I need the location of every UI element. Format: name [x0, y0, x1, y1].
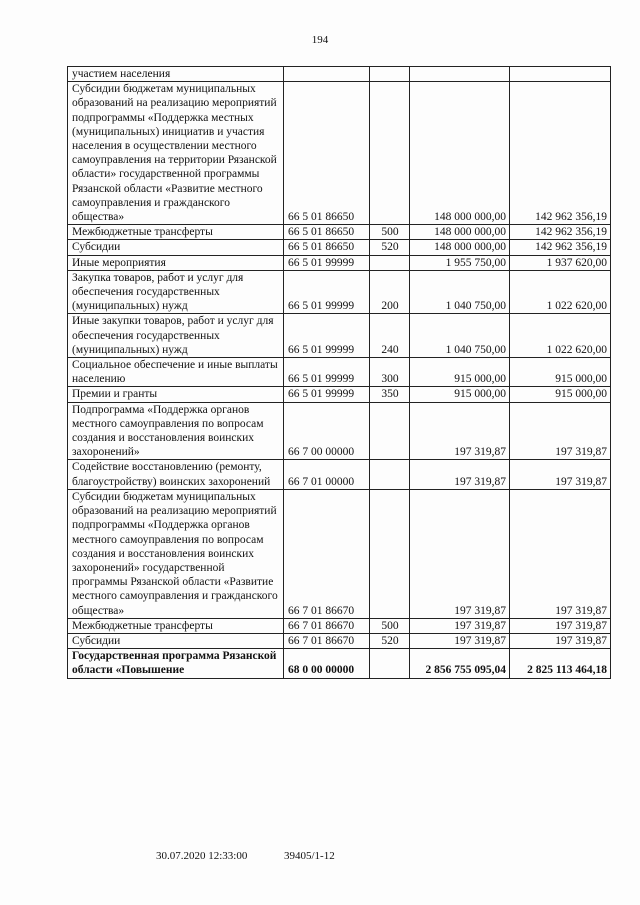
row-name: Закупка товаров, работ и услуг для обеспечения государственных (муниципальных) нужд: [68, 270, 284, 314]
row-target-code: [284, 67, 370, 82]
row-expense-type: [370, 255, 410, 270]
row-target-code: 66 5 01 99999: [284, 270, 370, 314]
row-amount-2021: 197 319,87: [510, 402, 611, 460]
row-target-code: 66 5 01 86650: [284, 225, 370, 240]
row-target-code: 66 5 01 86650: [284, 82, 370, 225]
row-expense-type: 240: [370, 314, 410, 358]
row-amount-2021: 2 825 113 464,18: [510, 649, 611, 678]
row-amount-2020: 915 000,00: [410, 387, 510, 402]
row-name: участием населения: [68, 67, 284, 82]
row-target-code: 66 7 01 86670: [284, 633, 370, 648]
table-row: [68, 387, 611, 402]
footer-document-id: 39405/1-12: [284, 850, 335, 862]
row-name: Подпрограмма «Поддержка органов местного самоуправления по вопросам создания и восстановления воинских захоронений»: [68, 402, 284, 460]
table-row: [68, 489, 611, 618]
row-amount-2021: 142 962 356,19: [510, 82, 611, 225]
row-target-code: 66 5 01 99999: [284, 314, 370, 358]
row-name: Субсидии: [68, 633, 284, 648]
row-amount-2020: 2 856 755 095,04: [410, 649, 510, 678]
row-name: Иные закупки товаров, работ и услуг для обеспечения государственных (муниципальных) нужд: [68, 314, 284, 358]
row-amount-2021: [510, 67, 611, 82]
row-expense-type: 500: [370, 618, 410, 633]
row-amount-2021: 197 319,87: [510, 489, 611, 618]
row-target-code: 68 0 00 00000: [284, 649, 370, 678]
row-amount-2020: 1 040 750,00: [410, 314, 510, 358]
row-amount-2021: 197 319,87: [510, 633, 611, 648]
row-name: Межбюджетные трансферты: [68, 225, 284, 240]
row-expense-type: 300: [370, 358, 410, 387]
table-row: [68, 402, 611, 460]
row-expense-type: 200: [370, 270, 410, 314]
row-name: Содействие восстановлению (ремонту, благоустройству) воинских захоронений: [68, 460, 284, 489]
row-name: Межбюджетные трансферты: [68, 618, 284, 633]
row-name: Социальное обеспечение и иные выплаты населению: [68, 358, 284, 387]
row-target-code: 66 7 01 86670: [284, 618, 370, 633]
row-amount-2020: 197 319,87: [410, 633, 510, 648]
row-amount-2021: 142 962 356,19: [510, 240, 611, 255]
row-target-code: 66 5 01 86650: [284, 240, 370, 255]
row-expense-type: 350: [370, 387, 410, 402]
table-row: [68, 67, 611, 82]
table-row: [68, 618, 611, 633]
row-amount-2020: 197 319,87: [410, 402, 510, 460]
table-row: [68, 270, 611, 314]
row-amount-2021: 915 000,00: [510, 387, 611, 402]
row-amount-2020: 197 319,87: [410, 460, 510, 489]
row-expense-type: [370, 489, 410, 618]
table-row: [68, 314, 611, 358]
table-row: [68, 633, 611, 648]
row-expense-type: 520: [370, 633, 410, 648]
row-amount-2020: 197 319,87: [410, 489, 510, 618]
row-amount-2021: 142 962 356,19: [510, 225, 611, 240]
row-target-code: 66 7 01 00000: [284, 460, 370, 489]
row-amount-2021: 197 319,87: [510, 460, 611, 489]
row-amount-2021: 1 937 620,00: [510, 255, 611, 270]
row-amount-2020: 148 000 000,00: [410, 82, 510, 225]
row-amount-2021: 197 319,87: [510, 618, 611, 633]
table-row: [68, 82, 611, 225]
row-name: Субсидии бюджетам муниципальных образований на реализацию мероприятий подпрограммы «Поддержка органов местного самоуправления по вопросам создания и восстановления воинских захоронений» государственной программы Рязанской области «Развитие местного самоуправления и гражданского общества»: [68, 489, 284, 618]
table-row: [68, 225, 611, 240]
table-row: [68, 649, 611, 678]
row-expense-type: 500: [370, 225, 410, 240]
page-number: 194: [311, 34, 329, 46]
row-expense-type: [370, 460, 410, 489]
row-amount-2020: 148 000 000,00: [410, 225, 510, 240]
row-name: Премии и гранты: [68, 387, 284, 402]
row-expense-type: [370, 649, 410, 678]
row-name: Субсидии бюджетам муниципальных образований на реализацию мероприятий подпрограммы «Поддержка местных (муниципальных) инициатив и участия населения в осуществлении местного самоуправления на территории Рязанской области» государственной программы Рязанской области «Развитие местного самоуправления и гражданского общества»: [68, 82, 284, 225]
row-name: Субсидии: [68, 240, 284, 255]
row-amount-2020: [410, 67, 510, 82]
table-row: [68, 240, 611, 255]
row-expense-type: 520: [370, 240, 410, 255]
row-expense-type: [370, 67, 410, 82]
row-amount-2021: 1 022 620,00: [510, 314, 611, 358]
row-name: Государственная программа Рязанской области «Повышение: [68, 649, 284, 678]
row-target-code: 66 5 01 99999: [284, 255, 370, 270]
row-name: Иные мероприятия: [68, 255, 284, 270]
row-target-code: 66 7 01 86670: [284, 489, 370, 618]
row-amount-2020: 1 040 750,00: [410, 270, 510, 314]
row-target-code: 66 5 01 99999: [284, 387, 370, 402]
row-amount-2020: 148 000 000,00: [410, 240, 510, 255]
row-amount-2021: 1 022 620,00: [510, 270, 611, 314]
row-target-code: 66 7 00 00000: [284, 402, 370, 460]
row-amount-2020: 915 000,00: [410, 358, 510, 387]
table-row: [68, 255, 611, 270]
row-amount-2021: 915 000,00: [510, 358, 611, 387]
table-row: [68, 460, 611, 489]
row-amount-2020: 197 319,87: [410, 618, 510, 633]
footer-timestamp: 30.07.2020 12:33:00: [156, 850, 248, 862]
row-target-code: 66 5 01 99999: [284, 358, 370, 387]
budget-table: [67, 66, 611, 679]
row-expense-type: [370, 82, 410, 225]
table-row: [68, 358, 611, 387]
row-amount-2020: 1 955 750,00: [410, 255, 510, 270]
row-expense-type: [370, 402, 410, 460]
